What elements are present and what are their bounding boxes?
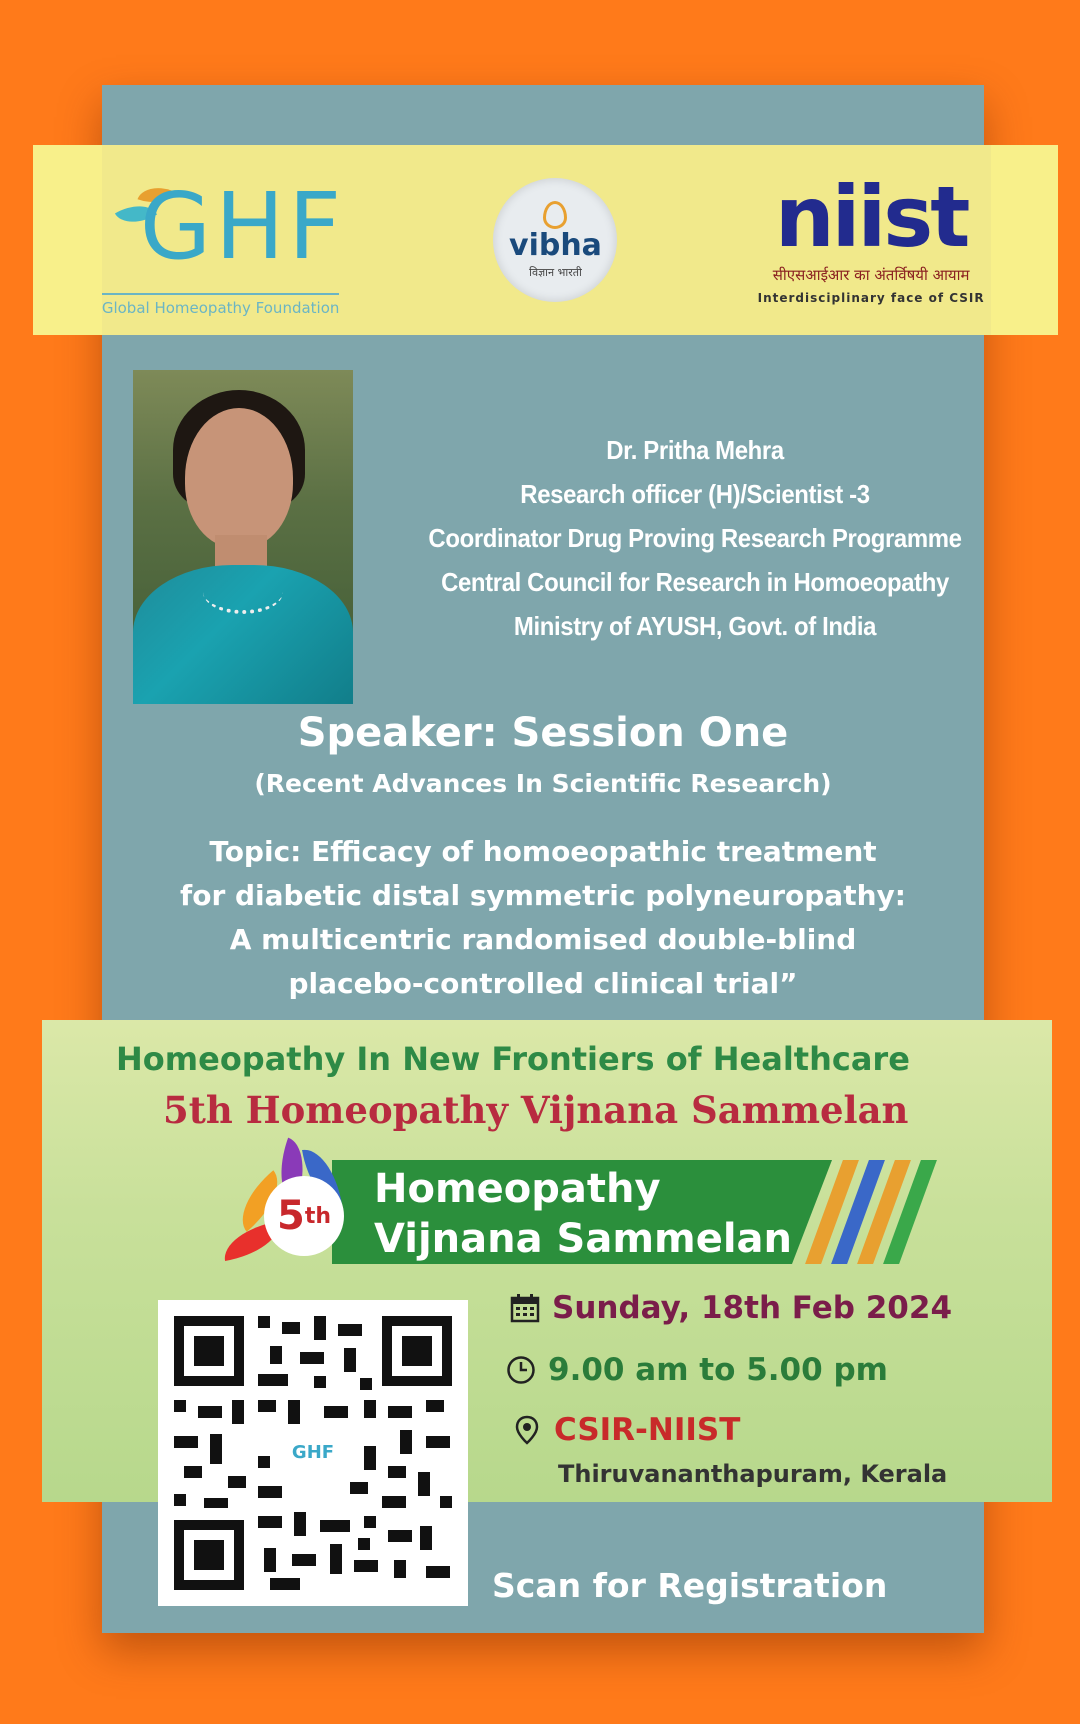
session-title: Speaker: Session One	[297, 710, 789, 756]
clock-icon	[506, 1355, 536, 1385]
venue-location: Thiruvananthapuram, Kerala	[558, 1460, 948, 1488]
ghf-logo	[100, 165, 360, 315]
vibha-name: vibha	[509, 227, 602, 263]
qr-ghf-logo: GHF	[282, 1430, 344, 1476]
event-venue-text: CSIR-NIIST	[554, 1412, 741, 1448]
vibha-logo	[493, 178, 617, 302]
drop-icon	[543, 201, 567, 229]
vibha-subtitle: विज्ञान भारती	[529, 265, 582, 279]
calendar-icon	[510, 1293, 540, 1323]
speaker-photo	[133, 370, 353, 704]
banner-number-badge	[264, 1176, 344, 1256]
event-headline: Homeopathy In New Frontiers of Healthcare	[116, 1040, 910, 1078]
banner-line: Vijnana Sammelan	[374, 1216, 793, 1262]
registration-cta: Scan for Registration	[492, 1566, 888, 1605]
logo-band	[33, 145, 1058, 335]
speaker-organization: Central Council for Research in Homoeopathy	[441, 567, 949, 597]
photo-face	[185, 408, 293, 548]
banner-suffix: th	[304, 1203, 332, 1229]
topic-line: for diabetic distal symmetric polyneuropathy:	[180, 879, 906, 912]
event-time-text: 9.00 am to 5.00 pm	[548, 1352, 888, 1388]
ghf-caption: Global Homeopathy Foundation	[102, 293, 340, 317]
talk-topic	[102, 830, 984, 1006]
speaker-role: Coordinator Drug Proving Research Programme	[428, 523, 962, 553]
event-date	[510, 1290, 952, 1326]
location-pin-icon	[512, 1415, 542, 1445]
topic-line: A multicentric randomised double-blind	[229, 923, 857, 956]
event-time	[506, 1352, 888, 1388]
event-venue	[512, 1412, 740, 1448]
event-date-text: Sunday, 18th Feb 2024	[552, 1290, 953, 1326]
speaker-designation: Research officer (H)/Scientist -3	[520, 479, 870, 509]
photo-necklace	[203, 570, 283, 614]
banner-number: 5	[276, 1193, 305, 1239]
speaker-ministry: Ministry of AYUSH, Govt. of India	[513, 611, 877, 641]
topic-line: Topic: Efficacy of homoeopathic treatment	[209, 835, 877, 868]
banner-line: Homeopathy	[374, 1166, 661, 1212]
speaker-info	[396, 428, 994, 648]
banner-text	[374, 1164, 792, 1264]
event-name: 5th Homeopathy Vijnana Sammelan	[163, 1088, 909, 1132]
ghf-letters: GHF	[139, 173, 346, 280]
niist-hindi-tagline: सीएसआईआर का अंतर्विषयी आयाम	[772, 266, 970, 284]
event-banner	[212, 1146, 912, 1278]
topic-line: placebo-controlled clinical trial”	[288, 967, 798, 1000]
niist-tagline: Interdisciplinary face of CSIR	[757, 291, 985, 305]
speaker-name: Dr. Pritha Mehra	[606, 435, 784, 465]
niist-name: niist	[774, 168, 968, 266]
session-subtitle: (Recent Advances In Scientific Research)	[254, 769, 832, 798]
niist-logo	[751, 168, 991, 305]
registration-qr-code[interactable]	[158, 1300, 468, 1606]
